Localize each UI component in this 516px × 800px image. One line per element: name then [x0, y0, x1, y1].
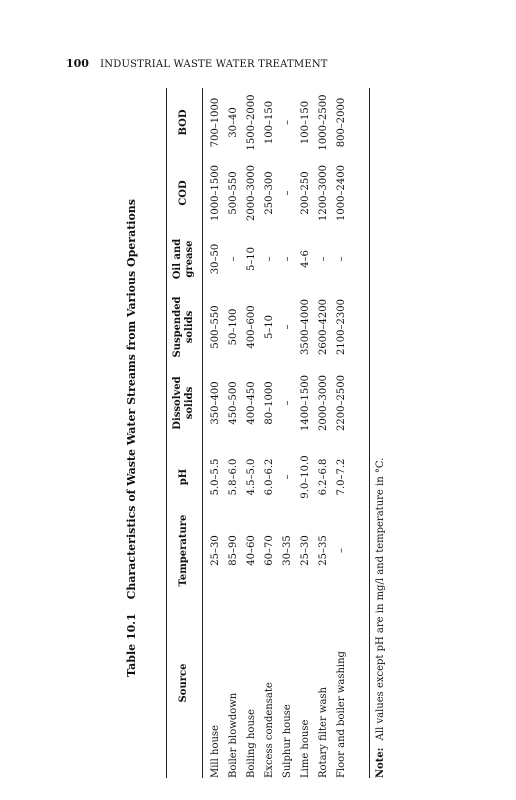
table-bottom-rule — [369, 88, 370, 778]
table-row — [314, 88, 332, 778]
value-cell: 25–30 — [299, 535, 311, 566]
value-cell: 1400–1500 — [299, 375, 311, 431]
value-cell: – — [281, 120, 293, 125]
value-cell: – — [335, 548, 347, 553]
value-cell: 500–550 — [209, 305, 221, 349]
column-header: BOD — [178, 109, 189, 136]
value-cell: – — [281, 474, 293, 480]
data-table — [166, 88, 350, 778]
value-cell: 30–40 — [227, 107, 239, 138]
column-header: COD — [178, 180, 189, 206]
table-title: Characteristics of Waste Water Streams from Various Operations — [125, 199, 138, 600]
column-header: Source — [178, 663, 189, 703]
table-row — [242, 88, 260, 778]
source-cell: Boiler blowdown — [227, 692, 239, 778]
value-cell: 700–1000 — [209, 97, 221, 148]
value-cell: 100–150 — [299, 100, 311, 145]
note-label: Note: — [375, 747, 386, 778]
value-cell: 25–30 — [209, 535, 221, 566]
value-cell: 40–60 — [245, 535, 257, 566]
table-row — [296, 88, 314, 778]
value-cell: 30–50 — [209, 243, 221, 275]
value-cell: 3500–4000 — [299, 299, 311, 355]
value-cell: 4.5–5.0 — [245, 458, 257, 496]
table-header-row — [166, 88, 202, 778]
value-cell: – — [317, 256, 329, 262]
value-cell: 50–100 — [227, 308, 239, 346]
value-cell: 30–35 — [281, 535, 293, 566]
source-cell: Floor and boiler washing — [335, 651, 347, 778]
source-cell: Mill house — [209, 725, 221, 778]
value-cell: – — [335, 256, 347, 262]
value-cell: – — [263, 256, 275, 262]
value-cell: 5–10 — [245, 246, 257, 272]
table-body — [202, 88, 350, 778]
value-cell: 1200–3000 — [317, 165, 329, 221]
table-caption — [125, 88, 138, 788]
source-cell: Excess condensate — [263, 682, 275, 778]
column-header: Suspended solids — [172, 296, 195, 358]
running-head — [66, 57, 328, 70]
source-cell: Boiling house — [245, 709, 257, 778]
rotated-table-block — [125, 88, 455, 788]
table-row — [278, 88, 296, 778]
value-cell: 25–35 — [317, 535, 329, 566]
source-cell: Lime house — [299, 719, 311, 778]
value-cell: 5.8–6.0 — [227, 458, 239, 496]
value-cell: 1000–2500 — [317, 94, 329, 151]
value-cell: 1500–2000 — [245, 94, 257, 151]
table-label: Table 10.1 — [125, 613, 138, 677]
value-cell: 100–150 — [263, 100, 275, 145]
value-cell: 450–500 — [227, 381, 239, 425]
value-cell: 9.0–10.0 — [299, 455, 311, 499]
table-note — [375, 88, 386, 778]
value-cell: – — [281, 190, 293, 196]
table-row — [202, 88, 224, 778]
column-header: Oil and grease — [172, 238, 195, 280]
note-text: All values except pH are in mg/l and temperature in °C. — [375, 457, 386, 741]
value-cell: 400–600 — [245, 305, 257, 349]
value-cell: 1000–2400 — [335, 165, 347, 221]
table-row — [224, 88, 242, 778]
table-row — [332, 88, 350, 778]
value-cell: – — [227, 256, 239, 262]
column-header: Dissolved solids — [172, 376, 195, 430]
value-cell: 200–250 — [299, 171, 311, 215]
value-cell: 7.0–7.2 — [335, 458, 347, 496]
running-head-title: INDUSTRIAL WASTE WATER TREATMENT — [100, 59, 328, 70]
page-number: 100 — [66, 57, 89, 70]
value-cell: 2000–3000 — [245, 165, 257, 221]
value-cell: 5.0–5.5 — [209, 458, 221, 496]
source-cell: Sulphur house — [281, 704, 293, 778]
table-row — [260, 88, 278, 778]
value-cell: 80–1000 — [263, 381, 275, 425]
value-cell: 2000–3000 — [317, 375, 329, 431]
value-cell: 250–300 — [263, 171, 275, 215]
value-cell: 6.2–6.8 — [317, 458, 329, 496]
value-cell: 1000–1500 — [209, 165, 221, 221]
value-cell: 2200–2500 — [335, 375, 347, 431]
value-cell: – — [281, 400, 293, 406]
value-cell: 2100–2300 — [335, 299, 347, 355]
column-header: pH — [178, 468, 189, 486]
value-cell: 800–2000 — [335, 97, 347, 148]
value-cell: – — [281, 324, 293, 330]
value-cell: 5–10 — [263, 314, 275, 340]
value-cell: 400–450 — [245, 381, 257, 425]
value-cell: 60–70 — [263, 535, 275, 566]
value-cell: – — [281, 256, 293, 262]
value-cell: 500–550 — [227, 171, 239, 215]
value-cell: 4–6 — [299, 250, 311, 268]
value-cell: 350–400 — [209, 381, 221, 425]
value-cell: 2600–4200 — [317, 299, 329, 355]
column-header: Temperature — [178, 514, 189, 587]
source-cell: Rotary filter wash — [317, 687, 329, 778]
value-cell: 6.0–6.2 — [263, 458, 275, 496]
value-cell: 85–90 — [227, 535, 239, 566]
